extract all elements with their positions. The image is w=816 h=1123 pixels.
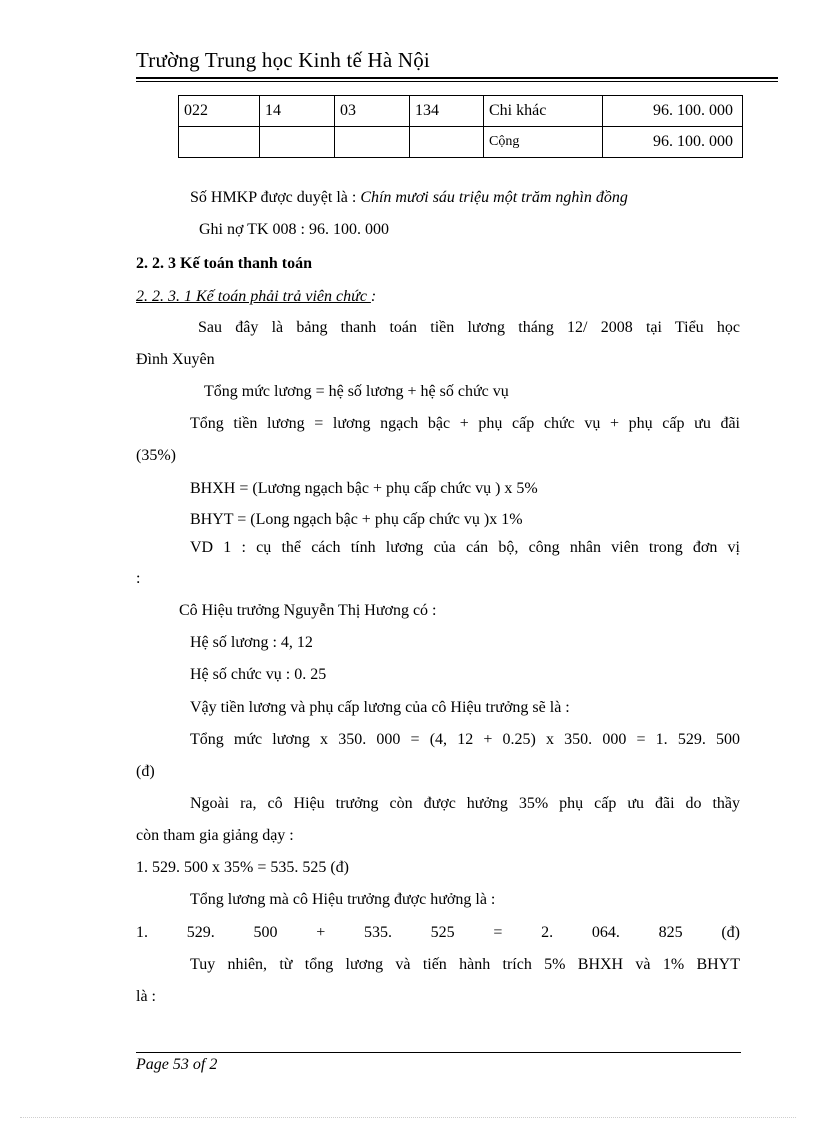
total-statement: Tổng lương mà cô Hiệu trưởng được hưởng là : [190, 891, 496, 908]
bonus-calculation: 1. 529. 500 x 35% = 535. 525 (đ) [136, 859, 350, 876]
budget-table [178, 95, 743, 158]
formula-bhxh: BHXH = (Lương ngạch bậc + phụ cấp chức vụ ) x 5% [190, 480, 538, 497]
table-cell-total-label: Cộng [484, 127, 603, 158]
page-number: Page 53 of 2 [136, 1056, 218, 1073]
total-calculation: 1. 529. 500 + 535. 525 = 2. 064. 825 (đ) [136, 924, 740, 941]
table-cell: 022 [179, 96, 260, 127]
table-cell-amount: 96. 100. 000 [603, 127, 743, 158]
table-cell [335, 127, 410, 158]
table-row [179, 127, 743, 158]
calc-line1: Tổng mức lương x 350. 000 = (4, 12 + 0.25) x 350. 000 = 1. 529. 500 [190, 731, 740, 748]
formula-bhyt: BHYT = (Long ngạch bậc + phụ cấp chức vụ )x 1% [190, 511, 523, 528]
footer-rule [136, 1052, 741, 1053]
table-cell: 03 [335, 96, 410, 127]
formula-total-pay-line2: (35%) [136, 447, 176, 464]
calc-line2: (đ) [136, 763, 155, 780]
approved-label: Số HMKP được duyệt là : [190, 189, 361, 206]
so-statement: Vậy tiền lương và phụ cấp lương của cô Hiệu trưởng sẽ là : [190, 699, 570, 716]
header-rule-thin [136, 81, 778, 82]
subsection-heading-colon: : [370, 288, 377, 305]
deduction-line1: Tuy nhiên, từ tổng lương và tiến hành trích 5% BHXH và 1% BHYT [190, 956, 740, 973]
salary-coefficient: Hệ số lương : 4, 12 [190, 634, 313, 651]
subsection-heading-text: 2. 2. 3. 1 Kế toán phải trả viên chức [136, 288, 371, 305]
formula-total-coefficient: Tổng mức lương = hệ số lương + hệ số chức vụ [204, 383, 509, 400]
bonus-line1: Ngoài ra, cô Hiệu trưởng còn được hưởng 35% phụ cấp ưu đãi do thầy [190, 795, 740, 812]
page-edge-divider [20, 1117, 796, 1118]
approved-amount-words: Chín mươi sáu triệu một trăm nghìn đồng [360, 189, 628, 206]
table-cell [179, 127, 260, 158]
example-line2: : [136, 570, 141, 587]
example-line1: VD 1 : cụ thể cách tính lương của cán bộ, công nhân viên trong đơn vị [190, 539, 740, 556]
debit-note: Ghi nợ TK 008 : 96. 100. 000 [199, 221, 389, 238]
approved-limit-line [190, 188, 628, 208]
table-row [179, 96, 743, 127]
table-cell: Chi khác [484, 96, 603, 127]
intro-paragraph-line2: Đình Xuyên [136, 351, 215, 368]
table-cell [410, 127, 484, 158]
section-heading: 2. 2. 3 Kế toán thanh toán [136, 255, 313, 272]
page-header-title: Trường Trung học Kinh tế Hà Nội [136, 48, 430, 72]
table-cell: 134 [410, 96, 484, 127]
table-cell: 14 [260, 96, 335, 127]
header-rule [136, 77, 778, 79]
deduction-line2: là : [136, 988, 156, 1005]
subsection-heading [136, 287, 376, 307]
intro-paragraph-line1: Sau đây là bảng thanh toán tiền lương tháng 12/ 2008 tại Tiểu học [198, 319, 740, 336]
table-cell-amount: 96. 100. 000 [603, 96, 743, 127]
formula-total-pay-line1: Tổng tiền lương = lương ngạch bậc + phụ cấp chức vụ + phụ cấp ưu đãi [190, 415, 740, 432]
table-cell [260, 127, 335, 158]
principal-line: Cô Hiệu trưởng Nguyễn Thị Hương có : [179, 602, 437, 619]
position-coefficient: Hệ số chức vụ : 0. 25 [190, 666, 327, 683]
bonus-line2: còn tham gia giảng dạy : [136, 827, 294, 844]
